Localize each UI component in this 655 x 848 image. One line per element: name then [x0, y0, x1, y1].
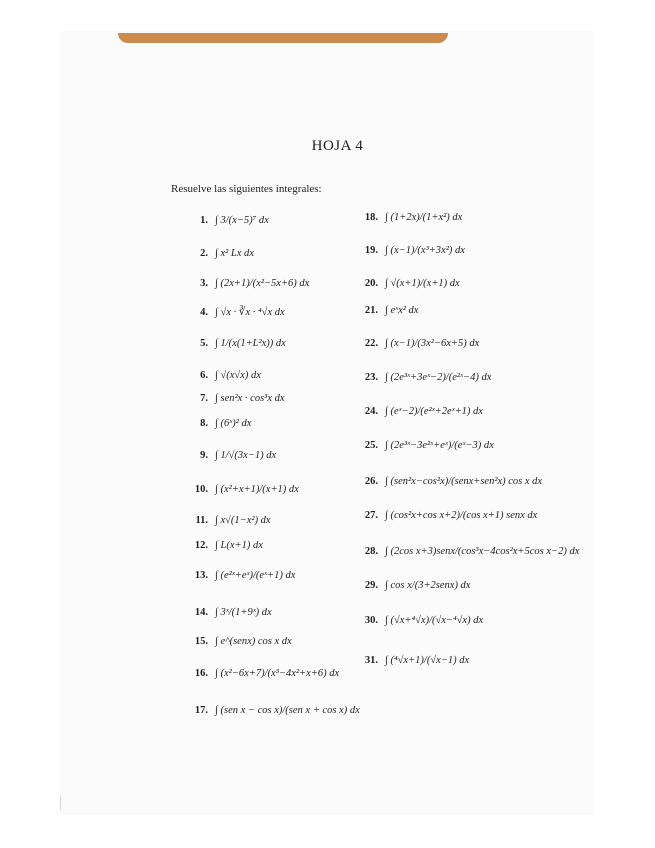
exercise-item-15	[186, 636, 292, 647]
integral-expression: ∫ (e²ˣ+eˣ)/(eˣ+1) dx	[215, 570, 296, 581]
exercise-number: 19.	[364, 245, 378, 256]
integral-expression: ∫ cos x/(3+2senx) dx	[385, 580, 471, 591]
exercise-item-24	[356, 406, 483, 417]
integral-expression: ∫ (1+2x)/(1+x²) dx	[385, 212, 463, 223]
integral-expression: ∫ e^(senx) cos x dx	[215, 636, 292, 647]
exercise-item-11	[186, 515, 271, 526]
exercise-item-23	[356, 372, 491, 383]
exercise-item-2	[186, 248, 254, 259]
exercise-item-14	[186, 607, 272, 618]
exercise-number: 28.	[364, 546, 378, 557]
integral-expression: ∫ (x²+x+1)/(x+1) dx	[215, 484, 299, 495]
exercise-item-7	[186, 393, 285, 404]
exercise-item-19	[356, 245, 465, 256]
page-title: HOJA 4	[311, 138, 364, 154]
integral-expression: ∫ sen²x · cos³x dx	[215, 393, 285, 404]
exercise-number: 11.	[195, 515, 208, 526]
exercise-item-16	[186, 668, 339, 679]
exercise-item-28	[356, 546, 579, 557]
integral-expression: ∫ (sen x − cos x)/(sen x + cos x) dx	[215, 705, 360, 716]
exercise-item-31	[356, 655, 469, 666]
integral-expression: ∫ (2e³ˣ−3e²ˣ+eˣ)/(eˣ−3) dx	[385, 440, 494, 451]
exercise-number: 5.	[200, 338, 208, 349]
exercise-number: 18.	[364, 212, 378, 223]
exercise-number: 10.	[194, 484, 208, 495]
exercise-item-20	[356, 278, 460, 289]
scan-edge-mark	[60, 796, 73, 810]
integral-expression: ∫ √x · ∛x · ⁴√x dx	[215, 307, 285, 318]
exercise-number: 7.	[200, 393, 208, 404]
exercise-number: 25.	[364, 440, 378, 451]
exercise-item-13	[186, 570, 295, 581]
exercise-number: 20.	[364, 278, 378, 289]
exercise-item-3	[186, 278, 309, 289]
instructions: Resuelve las siguientes integrales:	[171, 183, 322, 195]
exercise-number: 29.	[364, 580, 378, 591]
integral-expression: ∫ (cos²x+cos x+2)/(cos x+1) senx dx	[385, 510, 538, 521]
exercise-number: 24.	[364, 406, 378, 417]
integral-expression: ∫ eˣx² dx	[385, 305, 419, 316]
integral-expression: ∫ (2e³ˣ+3eˣ−2)/(e²ˣ−4) dx	[385, 372, 492, 383]
exercise-item-29	[356, 580, 470, 591]
integral-expression: ∫ 1/√(3x−1) dx	[215, 450, 277, 461]
exercise-item-12	[186, 540, 263, 551]
exercise-number: 22.	[364, 338, 378, 349]
integral-expression: ∫ (2x+1)/(x²−5x+6) dx	[215, 278, 310, 289]
exercise-number: 8.	[200, 418, 208, 429]
exercise-number: 12.	[194, 540, 208, 551]
exercise-number: 31.	[364, 655, 378, 666]
exercise-item-8	[186, 418, 251, 429]
exercise-item-27	[356, 510, 537, 521]
exercise-number: 30.	[364, 615, 378, 626]
exercise-item-30	[356, 615, 483, 626]
exercise-number: 16.	[194, 668, 208, 679]
exercise-item-26	[356, 476, 542, 487]
exercise-number: 1.	[200, 215, 208, 226]
exercise-item-1	[186, 215, 269, 226]
integral-expression: ∫ (sen²x−cos²x)/(senx+sen²x) cos x dx	[385, 476, 543, 487]
exercise-number: 3.	[200, 278, 208, 289]
exercise-number: 26.	[364, 476, 378, 487]
integral-expression: ∫ (⁴√x+1)/(√x−1) dx	[385, 655, 470, 666]
integral-expression: ∫ (x²−6x+7)/(x³−4x²+x+6) dx	[215, 668, 340, 679]
exercise-number: 15.	[194, 636, 208, 647]
exercise-item-25	[356, 440, 494, 451]
exercise-item-22	[356, 338, 479, 349]
integral-expression: ∫ x√(1−x²) dx	[215, 515, 271, 526]
integral-expression: ∫ (x−1)/(x³+3x²) dx	[385, 245, 465, 256]
exercise-item-4	[186, 306, 285, 318]
integral-expression: ∫ 3/(x−5)⁷ dx	[215, 215, 269, 226]
integral-expression: ∫ (x−1)/(3x²−6x+5) dx	[385, 338, 480, 349]
integral-expression: ∫ x² Lx dx	[215, 248, 254, 259]
exercise-number: 2.	[200, 248, 208, 259]
exercise-item-9	[186, 450, 276, 461]
integral-expression: ∫ (eˣ−2)/(e²ˣ+2eˣ+1) dx	[385, 406, 483, 417]
exercise-number: 9.	[200, 450, 208, 461]
integral-expression: ∫ √(x+1)/(x+1) dx	[385, 278, 460, 289]
integral-expression: ∫ 3ˣ/(1+9ˣ) dx	[215, 607, 272, 618]
exercise-number: 17.	[194, 705, 208, 716]
exercise-number: 21.	[364, 305, 378, 316]
exercise-item-10	[186, 484, 299, 495]
exercise-item-6	[186, 370, 261, 381]
integral-expression: ∫ 1/(x(1+L²x)) dx	[215, 338, 286, 349]
exercise-number: 13.	[194, 570, 208, 581]
exercise-number: 23.	[364, 372, 378, 383]
exercise-number: 14.	[194, 607, 208, 618]
exercise-item-21	[356, 305, 418, 316]
integral-expression: ∫ L(x+1) dx	[215, 540, 263, 551]
exercise-number: 4.	[200, 306, 208, 318]
exercise-number: 6.	[200, 370, 208, 381]
integral-expression: ∫ √(x√x) dx	[215, 370, 261, 381]
integral-expression: ∫ (√x+⁴√x)/(√x−⁴√x) dx	[385, 615, 484, 626]
integral-expression: ∫ (2cos x+3)senx/(cos³x−4cos²x+5cos x−2) dx	[385, 546, 580, 557]
integral-expression: ∫ (6ˣ)² dx	[215, 418, 252, 429]
exercise-number: 27.	[364, 510, 378, 521]
exercise-item-5	[186, 338, 286, 349]
exercise-item-17	[186, 705, 360, 716]
exercise-item-18	[356, 212, 462, 223]
tape-strip	[118, 33, 448, 43]
